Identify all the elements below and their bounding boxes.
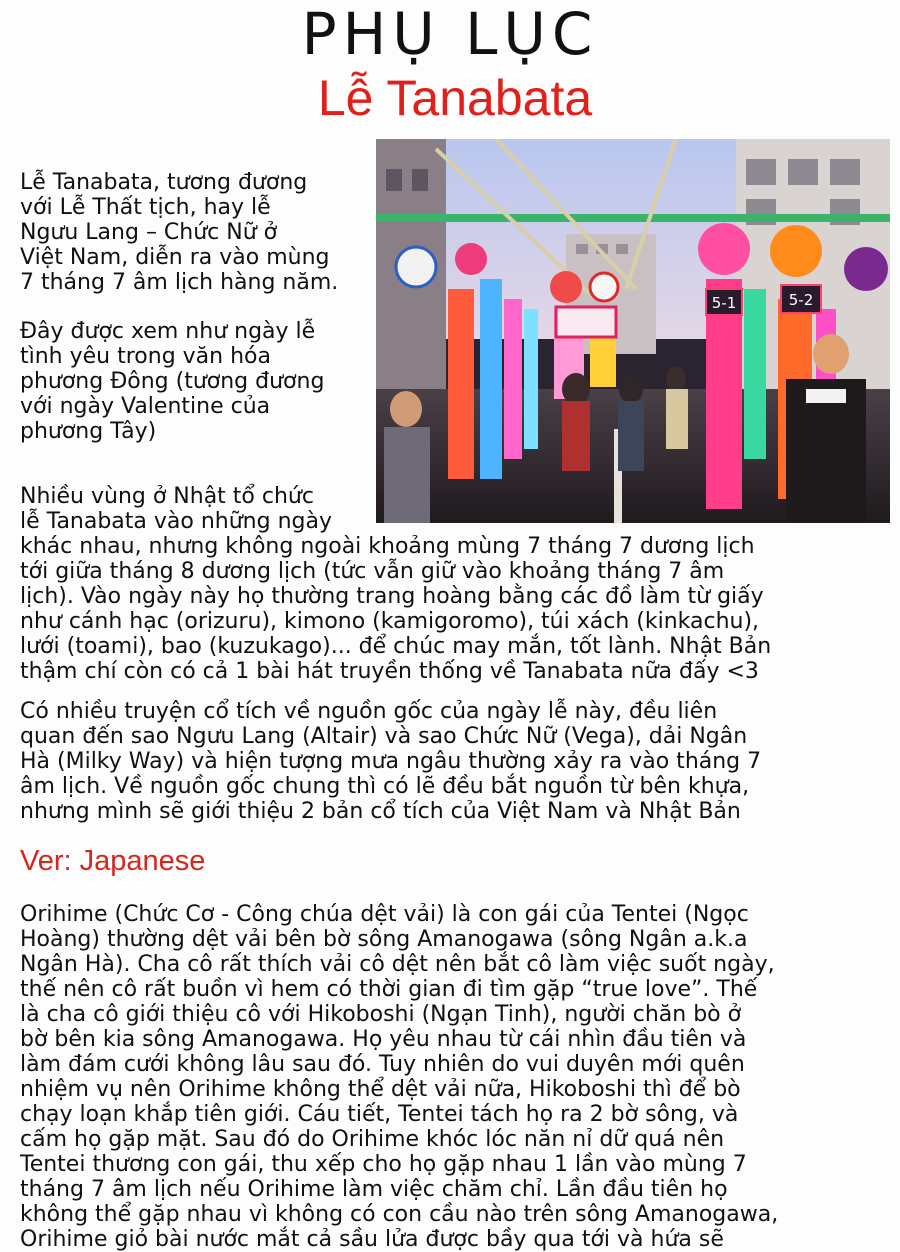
tanabata-festival-photo	[376, 139, 890, 523]
intro-paragraph: Lễ Tanabata, tương đương với Lễ Thất tịch, hay lễ Ngưu Lang – Chức Nữ ở Việt Nam, diễn ra vào mùng 7 tháng 7 âm lịch hàng năm.	[20, 170, 339, 295]
origin-paragraph: Có nhiều truyện cổ tích về nguồn gốc của ngày lễ này, đều liên quan đến sao Ngưu Lang (Altair) và sao Chức Nữ (Vega), dải Ngân Hà (Milky Way) và hiện tượng mưa ngâu thường xảy ra vào tháng 7 âm lịch. Về nguồn gốc chung thì có lẽ đều bắt nguồn từ bên khựa, nhưng mình sẽ giới thiệu 2 bản cổ tích của Việt Nam và Nhật Bản	[20, 699, 762, 824]
sign-5-1: 5-1	[711, 294, 737, 312]
section-heading: Ver: Japanese	[20, 845, 206, 877]
valentine-paragraph: Đây được xem như ngày lễ tình yêu trong văn hóa phương Đông (tương đương với ngày Valentine của phương Tây)	[20, 319, 325, 444]
sign-5-2: 5-2	[788, 291, 814, 309]
regions-paragraph: Nhiều vùng ở Nhật tổ chức lễ Tanabata vào những ngày khác nhau, nhưng không ngoài khoảng mùng 7 tháng 7 dương lịch tới giữa tháng 8 dương lịch (tức vẫn giữ vào khoảng tháng 7 âm lịch). Vào ngày này họ thường trang hoàng bằng các đồ làm từ giấy như cánh hạc (orizuru), kimono (kamigoromo), túi xách (kinkachu), lưới (toami), bao (kuzukago)... để chúc may mắn, tốt lành. Nhật Bản thậm chí còn có cả 1 bài hát truyền thống về Tanabata nữa đấy <3	[20, 484, 772, 684]
page-title: PHỤ LỤC	[301, 0, 599, 68]
japanese-story-paragraph: Orihime (Chức Cơ - Công chúa dệt vải) là con gái của Tentei (Ngọc Hoàng) thường dệt vải bên bờ sông Amanogawa (sông Ngân a.k.a Ngân Hà). Cha cô rất thích vải cô dệt nên bắt cô làm việc suốt ngày, thế nên cô rất buồn vì hem có thời gian đi tìm gặp “true love”. Thế là cha cô giới thiệu cô với Hikoboshi (Ngạn Tinh), người chăn bò ở bờ bên kia sông Amanogawa. Họ yêu nhau từ cái nhìn đầu tiên và làm đám cưới không lâu sau đó. Tuy nhiên do vui duyên mới quên nhiệm vụ nên Orihime không thể dệt vải nữa, Hikoboshi thì để bò chạy loạn khắp tiên giới. Cáu tiết, Tentei tách họ ra 2 bờ sông, và cấm họ gặp mặt. Sau đó do Orihime khóc lóc năn nỉ dữ quá nên Tentei thương con gái, thu xếp cho họ gặp nhau 1 lần vào mùng 7 tháng 7 âm lịch nếu Orihime làm việc chăm chỉ. Lần đầu tiên họ không thể gặp nhau vì không có con cầu nào trên sông Amanogawa, Orihime giỏ bài nước mắt cả sầu lửa được bầy qua tới và hứa sẽ	[20, 902, 779, 1252]
page-subtitle: Lễ Tanabata	[317, 70, 593, 126]
